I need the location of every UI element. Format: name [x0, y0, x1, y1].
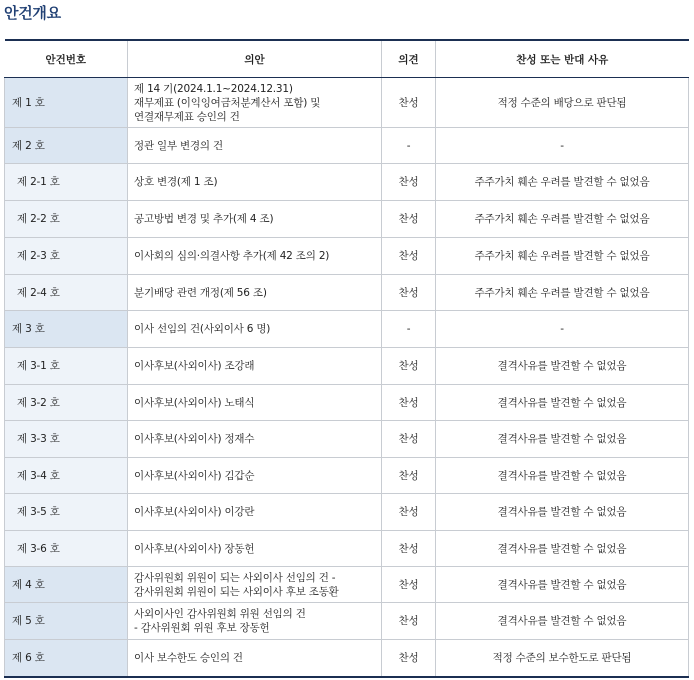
header-agenda: 의안: [128, 40, 382, 78]
opinion-cell: 찬성: [382, 385, 436, 421]
reason-cell: 주주가치 훼손 우려를 발견할 수 없었음: [436, 275, 689, 311]
agenda-title-cell: 이사후보(사외이사) 김갑순: [128, 458, 382, 494]
agenda-title-cell: 정관 일부 변경의 건: [128, 128, 382, 164]
reason-cell: -: [436, 128, 689, 164]
opinion-cell: 찬성: [382, 238, 436, 275]
opinion-cell: 찬성: [382, 603, 436, 640]
agenda-title-cell: 이사후보(사외이사) 노태식: [128, 385, 382, 421]
table-row: [5, 164, 689, 201]
agenda-number-cell: 제 2 호: [5, 128, 128, 164]
header-agenda-number: 안건번호: [5, 40, 128, 78]
opinion-cell: 찬성: [382, 348, 436, 385]
reason-cell: 결격사유를 발견할 수 없었음: [436, 494, 689, 531]
agenda-title-cell: 분기배당 관련 개정(제 56 조): [128, 275, 382, 311]
agenda-title-cell: 감사위원회 위원이 되는 사외이사 선임의 건 - 감사위원회 위원이 되는 사외이사 후보 조동환: [128, 567, 382, 603]
opinion-cell: 찬성: [382, 640, 436, 677]
agenda-title-cell: 상호 변경(제 1 조): [128, 164, 382, 201]
opinion-cell: -: [382, 311, 436, 348]
table-row: [5, 531, 689, 567]
opinion-cell: 찬성: [382, 567, 436, 603]
reason-cell: 주주가치 훼손 우려를 발견할 수 없었음: [436, 164, 689, 201]
table-row: [5, 458, 689, 494]
agenda-number-cell: 제 3-5 호: [5, 494, 128, 531]
agenda-number-cell: 제 3-4 호: [5, 458, 128, 494]
header-opinion: 의견: [382, 40, 436, 78]
agenda-number-cell: 제 2-4 호: [5, 275, 128, 311]
agenda-number-cell: 제 3 호: [5, 311, 128, 348]
agenda-number-cell: 제 1 호: [5, 78, 128, 128]
reason-cell: 결격사유를 발견할 수 없었음: [436, 531, 689, 567]
reason-cell: 적정 수준의 보수한도로 판단됨: [436, 640, 689, 677]
agenda-title-cell: 이사후보(사외이사) 정재수: [128, 421, 382, 458]
opinion-cell: 찬성: [382, 275, 436, 311]
reason-cell: 결격사유를 발견할 수 없었음: [436, 421, 689, 458]
reason-cell: 주주가치 훼손 우려를 발견할 수 없었음: [436, 238, 689, 275]
agenda-title-cell: 이사후보(사외이사) 장동헌: [128, 531, 382, 567]
table-header-row: [5, 40, 689, 78]
agenda-table: [4, 39, 689, 678]
agenda-title-cell: 이사 보수한도 승인의 건: [128, 640, 382, 677]
agenda-number-cell: 제 2-2 호: [5, 201, 128, 238]
agenda-title-cell: 이사회의 심의·의결사항 추가(제 42 조의 2): [128, 238, 382, 275]
table-row: [5, 603, 689, 640]
agenda-number-cell: 제 5 호: [5, 603, 128, 640]
opinion-cell: 찬성: [382, 201, 436, 238]
table-row: [5, 201, 689, 238]
opinion-cell: -: [382, 128, 436, 164]
page-title: 안건개요: [4, 4, 61, 22]
agenda-title-cell: 제 14 기(2024.1.1~2024.12.31) 재무제표 (이익잉여금처분계산서 포함) 및 연결재무제표 승인의 건: [128, 78, 382, 128]
reason-cell: 결격사유를 발견할 수 없었음: [436, 348, 689, 385]
table-row: [5, 640, 689, 677]
agenda-number-cell: 제 2-1 호: [5, 164, 128, 201]
agenda-title-cell: 사외이사인 감사위원회 위원 선임의 건 - 감사위원회 위원 후보 장동헌: [128, 603, 382, 640]
agenda-number-cell: 제 4 호: [5, 567, 128, 603]
table-row: [5, 128, 689, 164]
table-row: [5, 567, 689, 603]
agenda-number-cell: 제 3-1 호: [5, 348, 128, 385]
table-row: [5, 311, 689, 348]
agenda-number-cell: 제 2-3 호: [5, 238, 128, 275]
table-row: [5, 421, 689, 458]
reason-cell: -: [436, 311, 689, 348]
reason-cell: 결격사유를 발견할 수 없었음: [436, 458, 689, 494]
table-row: [5, 348, 689, 385]
reason-cell: 결격사유를 발견할 수 없었음: [436, 603, 689, 640]
agenda-title-cell: 이사후보(사외이사) 조강래: [128, 348, 382, 385]
table-row: [5, 494, 689, 531]
opinion-cell: 찬성: [382, 531, 436, 567]
agenda-title-cell: 이사 선임의 건(사외이사 6 명): [128, 311, 382, 348]
reason-cell: 적정 수준의 배당으로 판단됨: [436, 78, 689, 128]
reason-cell: 결격사유를 발견할 수 없었음: [436, 385, 689, 421]
opinion-cell: 찬성: [382, 494, 436, 531]
opinion-cell: 찬성: [382, 421, 436, 458]
agenda-number-cell: 제 3-6 호: [5, 531, 128, 567]
table-row: [5, 238, 689, 275]
agenda-title-cell: 공고방법 변경 및 추가(제 4 조): [128, 201, 382, 238]
header-reason: 찬성 또는 반대 사유: [436, 40, 689, 78]
agenda-number-cell: 제 3-3 호: [5, 421, 128, 458]
reason-cell: 결격사유를 발견할 수 없었음: [436, 567, 689, 603]
reason-cell: 주주가치 훼손 우려를 발견할 수 없었음: [436, 201, 689, 238]
table-row: [5, 385, 689, 421]
agenda-number-cell: 제 6 호: [5, 640, 128, 677]
agenda-title-cell: 이사후보(사외이사) 이강란: [128, 494, 382, 531]
table-row: [5, 78, 689, 128]
opinion-cell: 찬성: [382, 78, 436, 128]
agenda-number-cell: 제 3-2 호: [5, 385, 128, 421]
opinion-cell: 찬성: [382, 458, 436, 494]
table-row: [5, 275, 689, 311]
opinion-cell: 찬성: [382, 164, 436, 201]
